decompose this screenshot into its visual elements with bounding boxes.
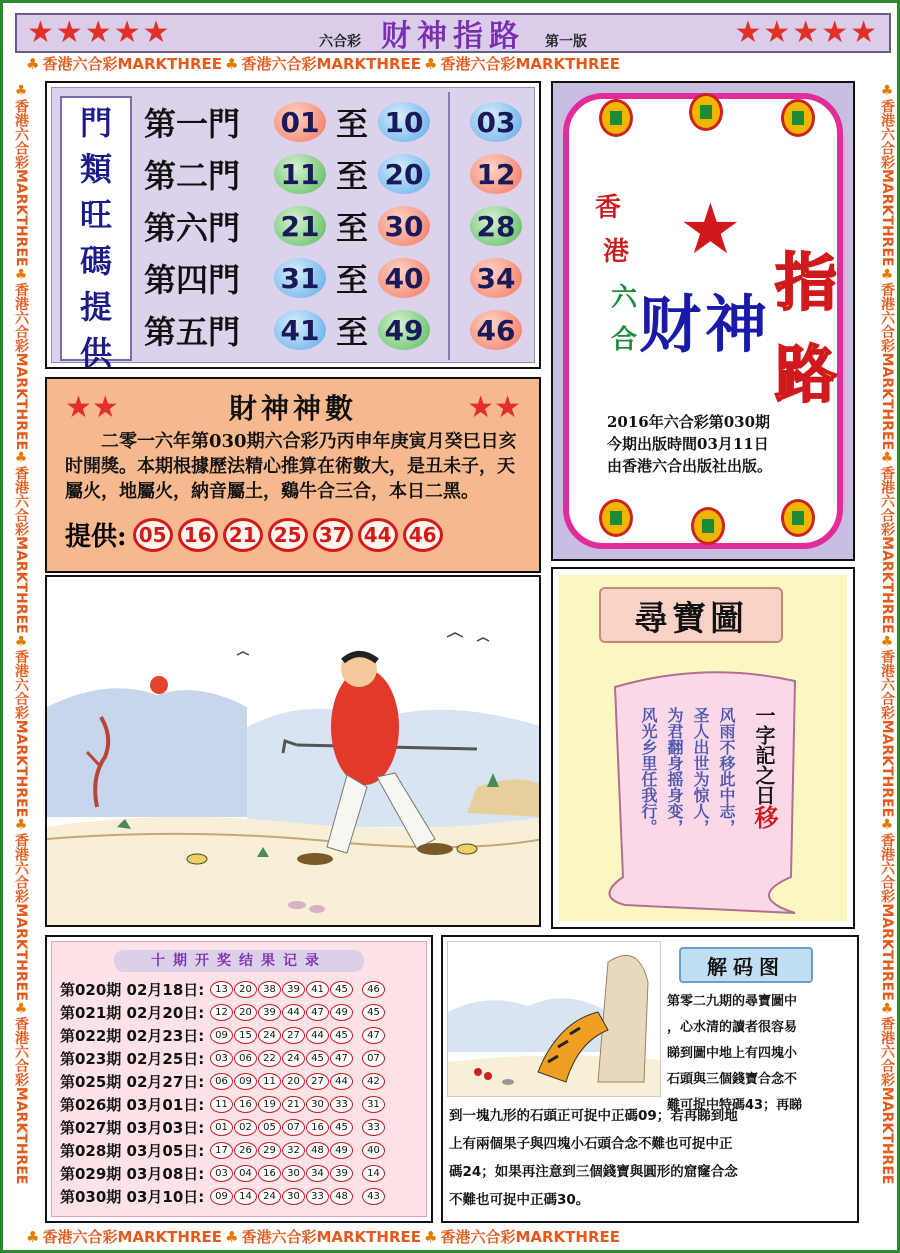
gate-side-char: 門 <box>79 104 112 142</box>
border-text-item: 香港六合彩MARKTHREE <box>42 55 222 73</box>
record-number: 20 <box>282 1073 305 1090</box>
gate-to-ball: 20 <box>378 154 430 194</box>
poster-publisher-line: 由香港六合出版社出版。 <box>607 457 773 475</box>
record-number: 30 <box>306 1096 329 1113</box>
gate-name: 第一門 <box>144 105 241 143</box>
clover-icon: ♣ <box>13 633 29 650</box>
bottom-border-text <box>23 1226 883 1248</box>
gate-pick-ball: 12 <box>470 154 522 194</box>
gate-row <box>144 308 522 352</box>
farmer-illustration <box>45 575 541 927</box>
tiger-illustration <box>447 941 661 1097</box>
record-special-number: 14 <box>362 1165 385 1182</box>
record-label: 第025期 02月27日: <box>60 1073 205 1091</box>
record-number: 14 <box>234 1188 257 1205</box>
record-number: 26 <box>234 1142 257 1159</box>
record-number: 45 <box>330 981 353 998</box>
border-text-item: 香港六合彩MARKTHREE <box>13 1016 29 1185</box>
record-row <box>60 978 418 1001</box>
record-number: 12 <box>210 1004 233 1021</box>
record-number: 20 <box>234 1004 257 1021</box>
record-special-number: 31 <box>362 1096 385 1113</box>
decode-bottom-line: 到一塊九形的石頭正可捉中正碼09；若再睇到地 <box>449 1108 738 1124</box>
record-number: 45 <box>330 1027 353 1044</box>
poem-column: 风光乡里任我行。 <box>639 707 658 835</box>
gate-name: 第二門 <box>144 157 241 195</box>
provide-number: 21 <box>223 518 263 552</box>
clover-icon: ♣ <box>13 817 29 834</box>
poster-char-lu: 路 <box>775 338 838 411</box>
clover-icon: ♣ <box>424 1228 438 1246</box>
gate-to-word: 至 <box>336 261 369 299</box>
record-special-number: 46 <box>362 981 385 998</box>
record-label: 第023期 02月25日: <box>60 1050 205 1068</box>
header-lottery-label: 六合彩 <box>319 34 361 50</box>
clover-icon: ♣ <box>879 83 895 99</box>
record-number: 47 <box>306 1004 329 1021</box>
record-number: 05 <box>258 1119 281 1136</box>
gate-to-ball: 10 <box>378 102 430 142</box>
record-number: 11 <box>210 1096 233 1113</box>
poster-char-shen: 神 <box>705 288 768 361</box>
record-number: 29 <box>258 1142 281 1159</box>
border-text-item: 香港六合彩MARKTHREE <box>879 649 895 818</box>
poster-char-gang: 港 <box>603 237 630 267</box>
border-text-item: 香港六合彩MARKTHREE <box>879 833 895 1001</box>
gate-to-word: 至 <box>336 313 369 351</box>
left-border-text <box>7 83 31 1223</box>
gate-name: 第四門 <box>144 261 241 299</box>
clover-icon: ♣ <box>879 633 895 650</box>
record-number: 11 <box>258 1073 281 1090</box>
decode-panel <box>441 935 859 1223</box>
record-number: 34 <box>306 1165 329 1182</box>
clover-icon: ♣ <box>26 1228 40 1246</box>
border-text-item: 香港六合彩MARKTHREE <box>13 99 29 267</box>
gate-to-word: 至 <box>336 105 369 143</box>
record-row <box>60 1070 418 1093</box>
clover-icon: ♣ <box>13 266 29 283</box>
gate-side-char: 旺 <box>79 196 112 234</box>
record-label: 第022期 02月23日: <box>60 1027 205 1045</box>
decode-bottom-line: 上有兩個果子與四塊小石頭合念不難也可捉中正 <box>449 1136 733 1152</box>
record-row <box>60 1139 418 1162</box>
record-number: 06 <box>234 1050 257 1067</box>
shushu-title: 財神神數 <box>228 392 357 425</box>
coin-icon <box>691 507 725 545</box>
record-number: 15 <box>234 1027 257 1044</box>
record-row <box>60 1024 418 1047</box>
poster-char-cai: 财 <box>639 288 702 361</box>
record-label: 第021期 02月20日: <box>60 1004 205 1022</box>
poem-column: 为君翻身摇身变， <box>665 707 684 835</box>
record-label: 第027期 03月03日: <box>60 1119 205 1137</box>
record-number: 02 <box>234 1119 257 1136</box>
record-number: 22 <box>258 1050 281 1067</box>
clover-icon: ♣ <box>424 55 438 73</box>
provide-number: 37 <box>313 518 353 552</box>
record-number: 09 <box>234 1073 257 1090</box>
gate-to-ball: 49 <box>378 310 430 350</box>
right-border-text <box>873 83 897 1223</box>
clover-icon: ♣ <box>26 55 40 73</box>
record-special-number: 42 <box>362 1073 385 1090</box>
header-title: 财神指路 <box>381 19 525 54</box>
border-text-item: 香港六合彩MARKTHREE <box>13 466 29 634</box>
poem-hint-prefix: 一字記之日 <box>752 705 776 805</box>
record-number: 39 <box>282 981 305 998</box>
poster-date-line: 今期出版時間03月11日 <box>607 435 769 453</box>
record-number: 24 <box>258 1188 281 1205</box>
provide-number: 25 <box>268 518 308 552</box>
poem-scroll <box>595 667 817 917</box>
clover-icon: ♣ <box>13 83 29 99</box>
record-number: 33 <box>306 1188 329 1205</box>
poster-char-he: 合 <box>611 325 638 355</box>
gate-side-char: 提 <box>79 288 112 326</box>
decode-title: 解码图 <box>679 947 813 983</box>
poster-issue-line: 2016年六合彩第030期 <box>607 413 771 431</box>
gate-from-ball: 11 <box>274 154 326 194</box>
provide-number: 44 <box>358 518 398 552</box>
gate-from-ball: 21 <box>274 206 326 246</box>
gate-to-word: 至 <box>336 209 369 247</box>
header-stars-right: ★★★★★ <box>734 15 879 50</box>
record-number: 03 <box>210 1165 233 1182</box>
gate-name: 第五門 <box>144 313 241 351</box>
record-row <box>60 1047 418 1070</box>
record-number: 45 <box>330 1119 353 1136</box>
record-label: 第020期 02月18日: <box>60 981 205 999</box>
record-number: 21 <box>282 1096 305 1113</box>
border-text-item: 香港六合彩MARKTHREE <box>879 99 895 267</box>
poster-char-liu: 六 <box>611 283 638 313</box>
record-special-number: 07 <box>362 1050 385 1067</box>
gate-row <box>144 204 522 248</box>
record-number: 17 <box>210 1142 233 1159</box>
record-number: 03 <box>210 1050 233 1067</box>
gate-to-word: 至 <box>336 157 369 195</box>
provide-label: 提供: <box>65 522 127 552</box>
gate-side-char: 類 <box>79 150 112 188</box>
record-number: 20 <box>234 981 257 998</box>
border-text-item: 香港六合彩MARKTHREE <box>241 1228 421 1246</box>
record-number: 44 <box>282 1004 305 1021</box>
decode-bottom-line: 不難也可捉中正碼30。 <box>449 1192 590 1208</box>
record-number: 24 <box>258 1027 281 1044</box>
farmer-illustration-svg <box>47 577 541 927</box>
poster-info <box>607 411 847 477</box>
shushu-stars-left: ★★ <box>65 389 119 425</box>
poem-hint-word: 移 <box>750 805 779 829</box>
gate-from-ball: 01 <box>274 102 326 142</box>
record-number: 38 <box>258 981 281 998</box>
caishen-poster <box>551 81 855 561</box>
record-number: 32 <box>282 1142 305 1159</box>
poem-column: 圣人出世为惊人， <box>691 707 710 835</box>
top-border-text <box>23 53 883 75</box>
border-text-item: 香港六合彩MARKTHREE <box>13 649 29 818</box>
record-special-number: 43 <box>362 1188 385 1205</box>
gate-row <box>144 256 522 300</box>
record-special-number: 40 <box>362 1142 385 1159</box>
record-number: 13 <box>210 981 233 998</box>
record-number: 39 <box>258 1004 281 1021</box>
gate-to-ball: 30 <box>378 206 430 246</box>
record-number: 44 <box>330 1073 353 1090</box>
treasure-map-title: 尋寶圖 <box>599 587 783 643</box>
gate-side-char: 供 <box>79 334 112 372</box>
border-text-item: 香港六合彩MARKTHREE <box>440 1228 620 1246</box>
clover-icon: ♣ <box>879 817 895 834</box>
decode-side-line: ，心水清的讀者很容易 <box>667 1020 798 1035</box>
record-special-number: 45 <box>362 1004 385 1021</box>
decode-side-line: 石頭與三個錢寶合念不 <box>667 1072 798 1087</box>
poem-hint <box>747 705 782 829</box>
record-number: 48 <box>330 1188 353 1205</box>
red-star-icon: ★ <box>679 188 742 270</box>
record-number: 09 <box>210 1188 233 1205</box>
clover-icon: ♣ <box>879 266 895 283</box>
gate-numbers-panel <box>45 81 541 372</box>
gate-row <box>144 100 522 144</box>
record-number: 01 <box>210 1119 233 1136</box>
clover-icon: ♣ <box>879 1000 895 1017</box>
record-label: 第028期 03月05日: <box>60 1142 205 1160</box>
record-number: 07 <box>282 1119 305 1136</box>
poster-char-xiang: 香 <box>595 193 622 223</box>
clover-icon: ♣ <box>13 450 29 467</box>
record-number: 16 <box>306 1119 329 1136</box>
caishen-shushu-panel <box>45 377 541 573</box>
record-row <box>60 1162 418 1185</box>
shushu-stars-right: ★★ <box>467 389 521 425</box>
record-number: 45 <box>306 1050 329 1067</box>
record-number: 49 <box>330 1004 353 1021</box>
treasure-map-panel <box>551 567 855 929</box>
gate-side-label <box>60 96 132 372</box>
coin-icon <box>689 93 723 131</box>
border-text-item: 香港六合彩MARKTHREE <box>13 833 29 1001</box>
record-number: 06 <box>210 1073 233 1090</box>
record-number: 30 <box>282 1188 305 1205</box>
record-special-number: 33 <box>362 1119 385 1136</box>
record-number: 47 <box>330 1050 353 1067</box>
record-row <box>60 1185 418 1208</box>
header-bar <box>15 13 891 53</box>
record-number: 19 <box>258 1096 281 1113</box>
gate-from-ball: 31 <box>274 258 326 298</box>
record-number: 04 <box>234 1165 257 1182</box>
gate-pick-ball: 03 <box>470 102 522 142</box>
clover-icon: ♣ <box>879 450 895 467</box>
poem-column: 风雨不移此中志， <box>717 707 736 835</box>
clover-icon: ♣ <box>225 55 239 73</box>
border-text-item: 香港六合彩MARKTHREE <box>42 1228 222 1246</box>
record-label: 第026期 03月01日: <box>60 1096 205 1114</box>
border-text-item: 香港六合彩MARKTHREE <box>241 55 421 73</box>
record-number: 44 <box>306 1027 329 1044</box>
record-number: 16 <box>258 1165 281 1182</box>
record-number: 16 <box>234 1096 257 1113</box>
provide-number: 16 <box>178 518 218 552</box>
records-title: 十期开奖结果记录 <box>114 950 364 972</box>
border-text-item: 香港六合彩MARKTHREE <box>440 55 620 73</box>
clover-icon: ♣ <box>13 1000 29 1017</box>
shushu-text: 二零一六年第030期六合彩乃丙申年庚寅月癸巳日亥时開獎。本期根據歷法精心推算在術數大，是丑未子，天屬火，地屬火，納音屬土，鷄牛合三合，本日二黑。 <box>65 431 517 502</box>
record-label: 第030期 03月10日: <box>60 1188 205 1206</box>
record-number: 39 <box>330 1165 353 1182</box>
gate-pick-ball: 28 <box>470 206 522 246</box>
record-number: 33 <box>330 1096 353 1113</box>
header-stars-left: ★★★★★ <box>27 15 172 50</box>
record-number: 48 <box>306 1142 329 1159</box>
border-text-item: 香港六合彩MARKTHREE <box>879 1016 895 1185</box>
gate-pick-ball: 34 <box>470 258 522 298</box>
shushu-provide-row <box>65 516 521 553</box>
gate-from-ball: 41 <box>274 310 326 350</box>
poster-frame <box>563 93 843 549</box>
decode-side-line: 睇到圖中地上有四塊小 <box>667 1046 798 1061</box>
record-number: 41 <box>306 981 329 998</box>
provide-number: 46 <box>403 518 443 552</box>
coin-icon <box>781 99 815 137</box>
coin-icon <box>599 99 633 137</box>
record-label: 第029期 03月08日: <box>60 1165 205 1183</box>
record-number: 27 <box>282 1027 305 1044</box>
gate-pick-ball: 46 <box>470 310 522 350</box>
record-row <box>60 1001 418 1024</box>
coin-icon <box>599 499 633 537</box>
border-text-item: 香港六合彩MARKTHREE <box>879 282 895 451</box>
record-number: 27 <box>306 1073 329 1090</box>
poster-char-zhi: 指 <box>775 246 838 319</box>
record-number: 30 <box>282 1165 305 1182</box>
record-number: 49 <box>330 1142 353 1159</box>
record-row <box>60 1093 418 1116</box>
tiger-illustration-svg <box>448 942 661 1097</box>
record-number: 09 <box>210 1027 233 1044</box>
record-special-number: 47 <box>362 1027 385 1044</box>
border-text-item: 香港六合彩MARKTHREE <box>13 282 29 451</box>
header-edition: 第一版 <box>545 34 587 50</box>
clover-icon: ♣ <box>225 1228 239 1246</box>
gate-side-char: 碼 <box>79 242 112 280</box>
record-row <box>60 1116 418 1139</box>
border-text-item: 香港六合彩MARKTHREE <box>879 466 895 634</box>
decode-side-line: 第零二九期的尋寶圖中 <box>667 994 798 1009</box>
gate-name: 第六門 <box>144 209 241 247</box>
gate-to-ball: 40 <box>378 258 430 298</box>
coin-icon <box>781 499 815 537</box>
decode-side-line: 難可捉中特碼43；再睇 <box>667 1098 803 1113</box>
record-number: 24 <box>282 1050 305 1067</box>
provide-number: 05 <box>133 518 173 552</box>
ten-issue-records-panel <box>45 935 433 1223</box>
decode-bottom-line: 碼24；如果再注意到三個錢寶與圓形的窟窿合念 <box>449 1164 738 1180</box>
gate-row <box>144 152 522 196</box>
